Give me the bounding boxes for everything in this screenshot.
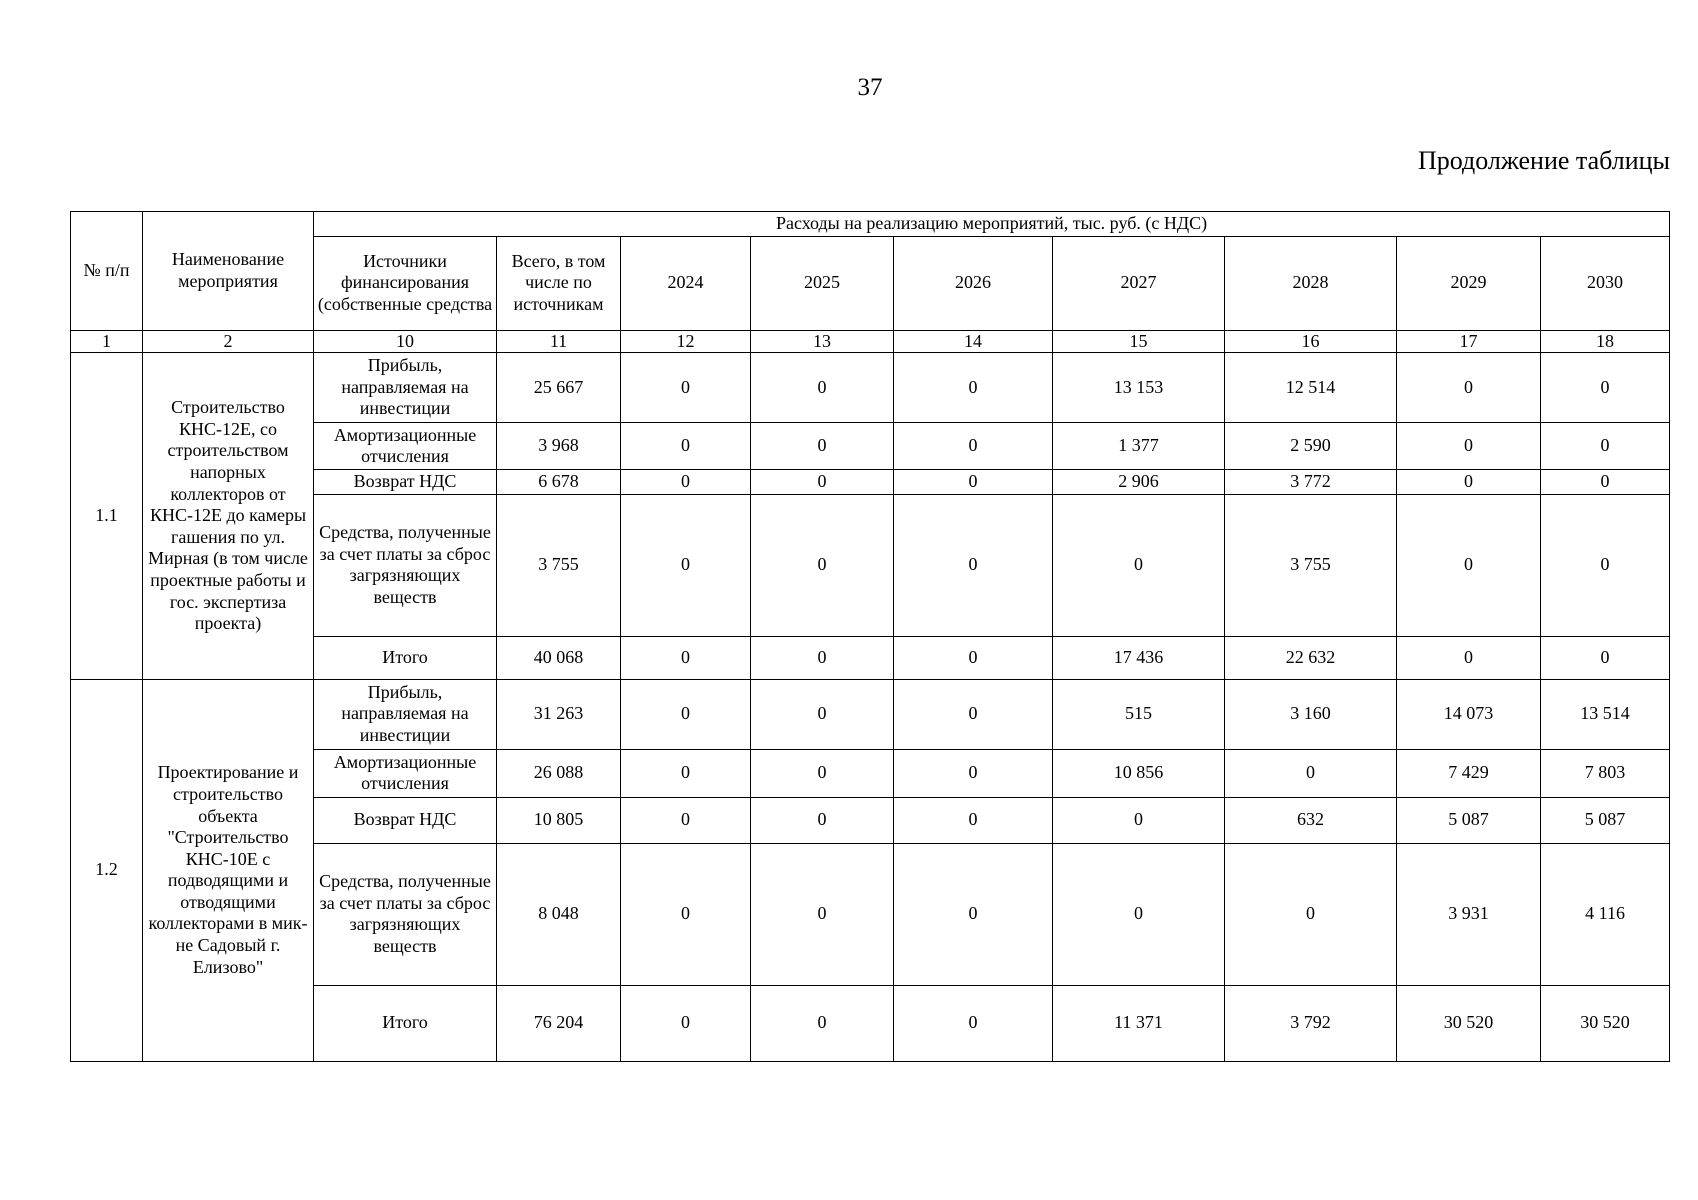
funding-source: Возврат НДС bbox=[314, 797, 497, 843]
column-number: 10 bbox=[314, 330, 497, 353]
year-value: 0 bbox=[1397, 423, 1541, 470]
year-value: 0 bbox=[621, 985, 751, 1061]
year-value: 0 bbox=[751, 636, 894, 679]
year-value: 3 792 bbox=[1225, 985, 1397, 1061]
table-row bbox=[71, 353, 1670, 423]
year-value: 632 bbox=[1225, 797, 1397, 843]
year-value: 0 bbox=[751, 985, 894, 1061]
column-number: 12 bbox=[621, 330, 751, 353]
year-value: 4 116 bbox=[1541, 843, 1670, 985]
header-year: 2025 bbox=[751, 236, 894, 330]
year-value: 7 429 bbox=[1397, 749, 1541, 797]
column-number: 2 bbox=[143, 330, 314, 353]
continuation-label: Продолжение таблицы bbox=[1418, 146, 1670, 175]
year-value: 0 bbox=[751, 749, 894, 797]
column-number: 17 bbox=[1397, 330, 1541, 353]
row-total: 25 667 bbox=[497, 353, 621, 423]
year-value: 7 803 bbox=[1541, 749, 1670, 797]
column-number-row bbox=[71, 330, 1670, 353]
year-value: 0 bbox=[621, 843, 751, 985]
year-value: 13 153 bbox=[1053, 353, 1225, 423]
year-value: 0 bbox=[894, 843, 1053, 985]
item-name: Строительство КНС-12Е, со строительством напорных коллекторов от КНС-12Е до камеры гашения по ул. Мирная (в том числе проектные работы и гос. экспертиза проекта) bbox=[143, 353, 314, 680]
year-value: 0 bbox=[751, 423, 894, 470]
header-year: 2028 bbox=[1225, 236, 1397, 330]
budget-table bbox=[70, 211, 1670, 1062]
year-value: 17 436 bbox=[1053, 636, 1225, 679]
year-value: 0 bbox=[751, 679, 894, 749]
year-value: 0 bbox=[621, 353, 751, 423]
header-year: 2024 bbox=[621, 236, 751, 330]
year-value: 0 bbox=[1541, 470, 1670, 495]
year-value: 0 bbox=[1225, 843, 1397, 985]
year-value: 0 bbox=[621, 797, 751, 843]
year-value: 0 bbox=[621, 679, 751, 749]
year-value: 0 bbox=[894, 749, 1053, 797]
year-value: 2 906 bbox=[1053, 470, 1225, 495]
row-total: 40 068 bbox=[497, 636, 621, 679]
year-value: 0 bbox=[1397, 353, 1541, 423]
year-value: 0 bbox=[1541, 636, 1670, 679]
header-year: 2026 bbox=[894, 236, 1053, 330]
table-row bbox=[71, 679, 1670, 749]
year-value: 5 087 bbox=[1541, 797, 1670, 843]
funding-source: Прибыль, направляемая на инвестиции bbox=[314, 353, 497, 423]
year-value: 0 bbox=[894, 353, 1053, 423]
year-value: 0 bbox=[1541, 494, 1670, 636]
row-total: 3 755 bbox=[497, 494, 621, 636]
year-value: 13 514 bbox=[1541, 679, 1670, 749]
header-year: 2027 bbox=[1053, 236, 1225, 330]
year-value: 0 bbox=[621, 470, 751, 495]
year-value: 14 073 bbox=[1397, 679, 1541, 749]
year-value: 11 371 bbox=[1053, 985, 1225, 1061]
header-no: № п/п bbox=[71, 212, 143, 331]
column-number: 14 bbox=[894, 330, 1053, 353]
year-value: 0 bbox=[894, 423, 1053, 470]
year-value: 0 bbox=[894, 679, 1053, 749]
funding-source: Средства, полученные за счет платы за сброс загрязняющих веществ bbox=[314, 843, 497, 985]
year-value: 22 632 bbox=[1225, 636, 1397, 679]
year-value: 0 bbox=[751, 843, 894, 985]
funding-source: Средства, полученные за счет платы за сброс загрязняющих веществ bbox=[314, 494, 497, 636]
funding-source: Прибыль, направляемая на инвестиции bbox=[314, 679, 497, 749]
item-number: 1.2 bbox=[71, 679, 143, 1061]
column-number: 16 bbox=[1225, 330, 1397, 353]
year-value: 3 772 bbox=[1225, 470, 1397, 495]
year-value: 0 bbox=[751, 353, 894, 423]
year-value: 515 bbox=[1053, 679, 1225, 749]
year-value: 0 bbox=[751, 797, 894, 843]
year-value: 0 bbox=[1397, 636, 1541, 679]
year-value: 0 bbox=[894, 494, 1053, 636]
column-number: 15 bbox=[1053, 330, 1225, 353]
row-total: 76 204 bbox=[497, 985, 621, 1061]
header-source: Источники финансирования (собственные средства bbox=[314, 236, 497, 330]
year-value: 3 160 bbox=[1225, 679, 1397, 749]
year-value: 30 520 bbox=[1541, 985, 1670, 1061]
row-total: 31 263 bbox=[497, 679, 621, 749]
column-number: 1 bbox=[71, 330, 143, 353]
year-value: 5 087 bbox=[1397, 797, 1541, 843]
year-value: 0 bbox=[1053, 843, 1225, 985]
year-value: 10 856 bbox=[1053, 749, 1225, 797]
year-value: 12 514 bbox=[1225, 353, 1397, 423]
column-number: 18 bbox=[1541, 330, 1670, 353]
year-value: 3 755 bbox=[1225, 494, 1397, 636]
funding-source-total: Итого bbox=[314, 636, 497, 679]
row-total: 26 088 bbox=[497, 749, 621, 797]
year-value: 0 bbox=[1541, 353, 1670, 423]
row-total: 10 805 bbox=[497, 797, 621, 843]
page-number: 37 bbox=[857, 74, 883, 101]
funding-source: Амортизационные отчисления bbox=[314, 749, 497, 797]
year-value: 0 bbox=[621, 636, 751, 679]
column-number: 13 bbox=[751, 330, 894, 353]
column-number: 11 bbox=[497, 330, 621, 353]
header-year: 2030 bbox=[1541, 236, 1670, 330]
year-value: 0 bbox=[894, 797, 1053, 843]
funding-source-total: Итого bbox=[314, 985, 497, 1061]
item-name: Проектирование и строительство объекта "Строительство КНС-10Е с подводящими и отводящими коллекторами в мик-не Садовый г. Елизово" bbox=[143, 679, 314, 1061]
header-total: Всего, в том числе по источникам bbox=[497, 236, 621, 330]
year-value: 0 bbox=[621, 494, 751, 636]
year-value: 0 bbox=[751, 470, 894, 495]
year-value: 30 520 bbox=[1397, 985, 1541, 1061]
year-value: 0 bbox=[1397, 494, 1541, 636]
year-value: 0 bbox=[1053, 797, 1225, 843]
year-value: 1 377 bbox=[1053, 423, 1225, 470]
funding-source: Возврат НДС bbox=[314, 470, 497, 495]
row-total: 8 048 bbox=[497, 843, 621, 985]
year-value: 0 bbox=[894, 470, 1053, 495]
year-value: 0 bbox=[1397, 470, 1541, 495]
year-value: 0 bbox=[1053, 494, 1225, 636]
year-value: 3 931 bbox=[1397, 843, 1541, 985]
funding-source: Амортизационные отчисления bbox=[314, 423, 497, 470]
header-year: 2029 bbox=[1397, 236, 1541, 330]
row-total: 3 968 bbox=[497, 423, 621, 470]
year-value: 2 590 bbox=[1225, 423, 1397, 470]
header-name: Наименование мероприятия bbox=[143, 212, 314, 331]
year-value: 0 bbox=[1225, 749, 1397, 797]
year-value: 0 bbox=[621, 423, 751, 470]
year-value: 0 bbox=[621, 749, 751, 797]
row-total: 6 678 bbox=[497, 470, 621, 495]
year-value: 0 bbox=[894, 636, 1053, 679]
header-expenses-title: Расходы на реализацию мероприятий, тыс. руб. (с НДС) bbox=[314, 212, 1670, 237]
year-value: 0 bbox=[894, 985, 1053, 1061]
year-value: 0 bbox=[1541, 423, 1670, 470]
item-number: 1.1 bbox=[71, 353, 143, 680]
year-value: 0 bbox=[751, 494, 894, 636]
